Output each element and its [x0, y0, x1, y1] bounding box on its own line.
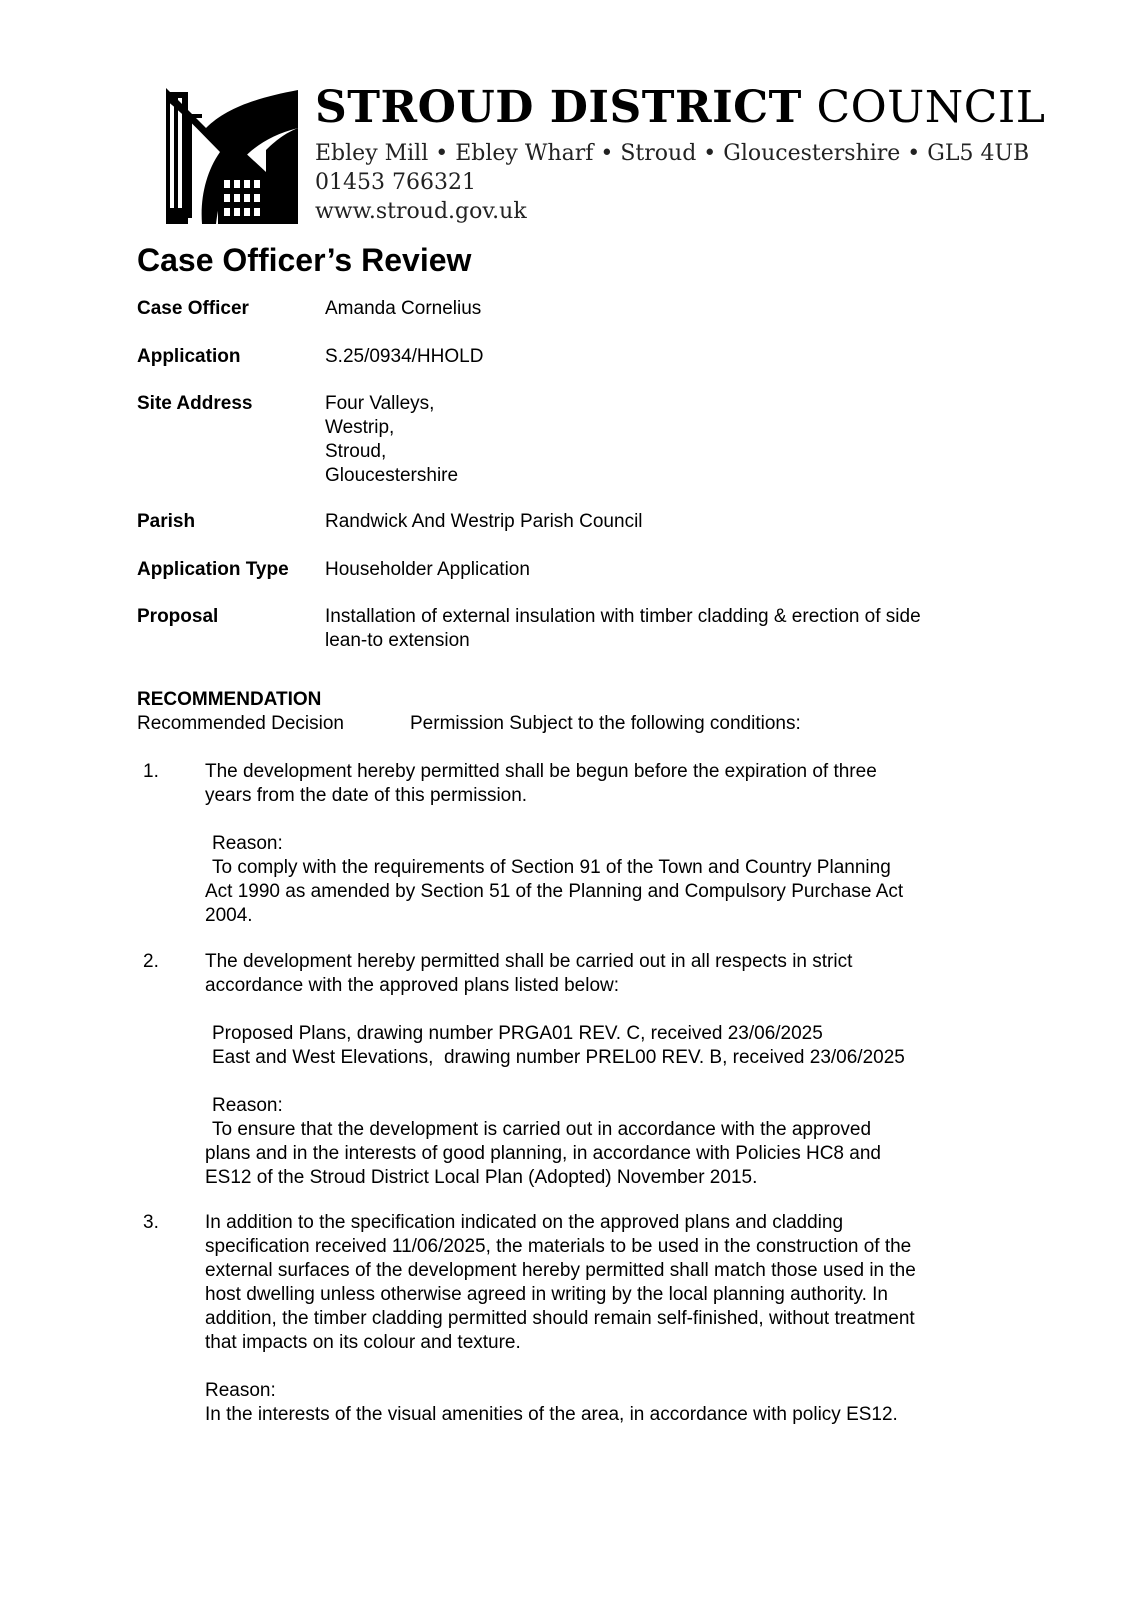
condition-reason-line: To ensure that the development is carried out in accordance with the approved	[212, 1119, 872, 1140]
proposal-label: Proposal	[137, 606, 219, 627]
site-address-line: Stroud,	[325, 441, 387, 462]
condition-text-line: specification received 11/06/2025, the materials to be used in the construction of the	[205, 1236, 912, 1257]
condition-text-line: host dwelling unless otherwise agreed in writing by the local planning authority. In	[205, 1284, 888, 1305]
recommendation-value: Permission Subject to the following conditions:	[410, 713, 801, 734]
condition-text-line: addition, the timber cladding permitted should remain self-finished, without treatment	[205, 1308, 915, 1329]
condition-text-line: that impacts on its colour and texture.	[205, 1332, 521, 1353]
condition-reason-line: ES12 of the Stroud District Local Plan (Adopted) November 2015.	[205, 1167, 758, 1188]
proposal-line: Installation of external insulation with timber cladding & erection of side	[325, 606, 921, 627]
condition-2	[137, 950, 997, 1190]
condition-text-line: In addition to the specification indicated on the approved plans and cladding	[205, 1212, 844, 1233]
site-address-line: Gloucestershire	[325, 465, 459, 486]
site-address-line: Four Valleys,	[325, 393, 435, 414]
condition-reason-line: 2004.	[205, 905, 253, 926]
council-phone: 01453 766321	[315, 170, 476, 195]
case-officer-value: Amanda Cornelius	[325, 298, 482, 319]
condition-text-line: years from the date of this permission.	[205, 785, 528, 806]
application-type-label: Application Type	[137, 559, 289, 580]
council-address: Ebley Mill • Ebley Wharf • Stroud • Gloucestershire • GL5 4UB	[315, 141, 1030, 166]
condition-text-line: The development hereby permitted shall be begun before the expiration of three	[205, 761, 877, 782]
case-officer-label: Case Officer	[137, 298, 249, 319]
council-name-light: COUNCIL	[816, 82, 1046, 133]
application-label: Application	[137, 346, 241, 367]
site-address-value	[325, 392, 995, 488]
proposal-line: lean-to extension	[325, 630, 470, 651]
site-address-line: Westrip,	[325, 417, 395, 438]
application-value: S.25/0934/HHOLD	[325, 346, 484, 367]
recommendation-heading: RECOMMENDATION	[137, 689, 322, 710]
condition-number: 2.	[143, 951, 159, 972]
condition-text-line: accordance with the approved plans listed below:	[205, 975, 620, 996]
condition-text-line: The development hereby permitted shall be carried out in all respects in strict	[205, 951, 853, 972]
condition-3	[137, 1211, 997, 1427]
council-name	[315, 82, 1046, 134]
parish-value: Randwick And Westrip Parish Council	[325, 511, 643, 532]
condition-reason-label: Reason:	[205, 1380, 276, 1401]
condition-plan-item: Proposed Plans, drawing number PRGA01 REV. C, received 23/06/2025	[212, 1023, 823, 1044]
condition-text-line: external surfaces of the development hereby permitted shall match those used in the	[205, 1260, 916, 1281]
condition-reason-line: In the interests of the visual amenities of the area, in accordance with policy ES12.	[205, 1404, 898, 1425]
page-title: Case Officer’s Review	[137, 242, 472, 278]
condition-number: 1.	[143, 761, 159, 782]
parish-label: Parish	[137, 511, 196, 532]
condition-1	[137, 760, 997, 928]
application-type-value: Householder Application	[325, 559, 530, 580]
condition-reason-line: Act 1990 as amended by Section 51 of the Planning and Compulsory Purchase Act	[205, 881, 904, 902]
condition-plan-item: East and West Elevations, drawing number PREL00 REV. B, received 23/06/2025	[212, 1047, 905, 1068]
condition-reason-line: plans and in the interests of good planning, in accordance with Policies HC8 and	[205, 1143, 881, 1164]
stroud-mill-logo-icon	[166, 88, 298, 224]
recommendation-label: Recommended Decision	[137, 713, 344, 734]
site-address-label: Site Address	[137, 393, 253, 414]
condition-reason-label: Reason:	[212, 833, 283, 854]
condition-reason-line: To comply with the requirements of Section 91 of the Town and Country Planning	[212, 857, 891, 878]
condition-reason-label: Reason:	[212, 1095, 283, 1116]
condition-number: 3.	[143, 1212, 159, 1233]
council-website-link[interactable]: www.stroud.gov.uk	[315, 199, 527, 224]
council-name-bold: STROUD DISTRICT	[315, 82, 802, 133]
proposal-value	[325, 605, 995, 653]
